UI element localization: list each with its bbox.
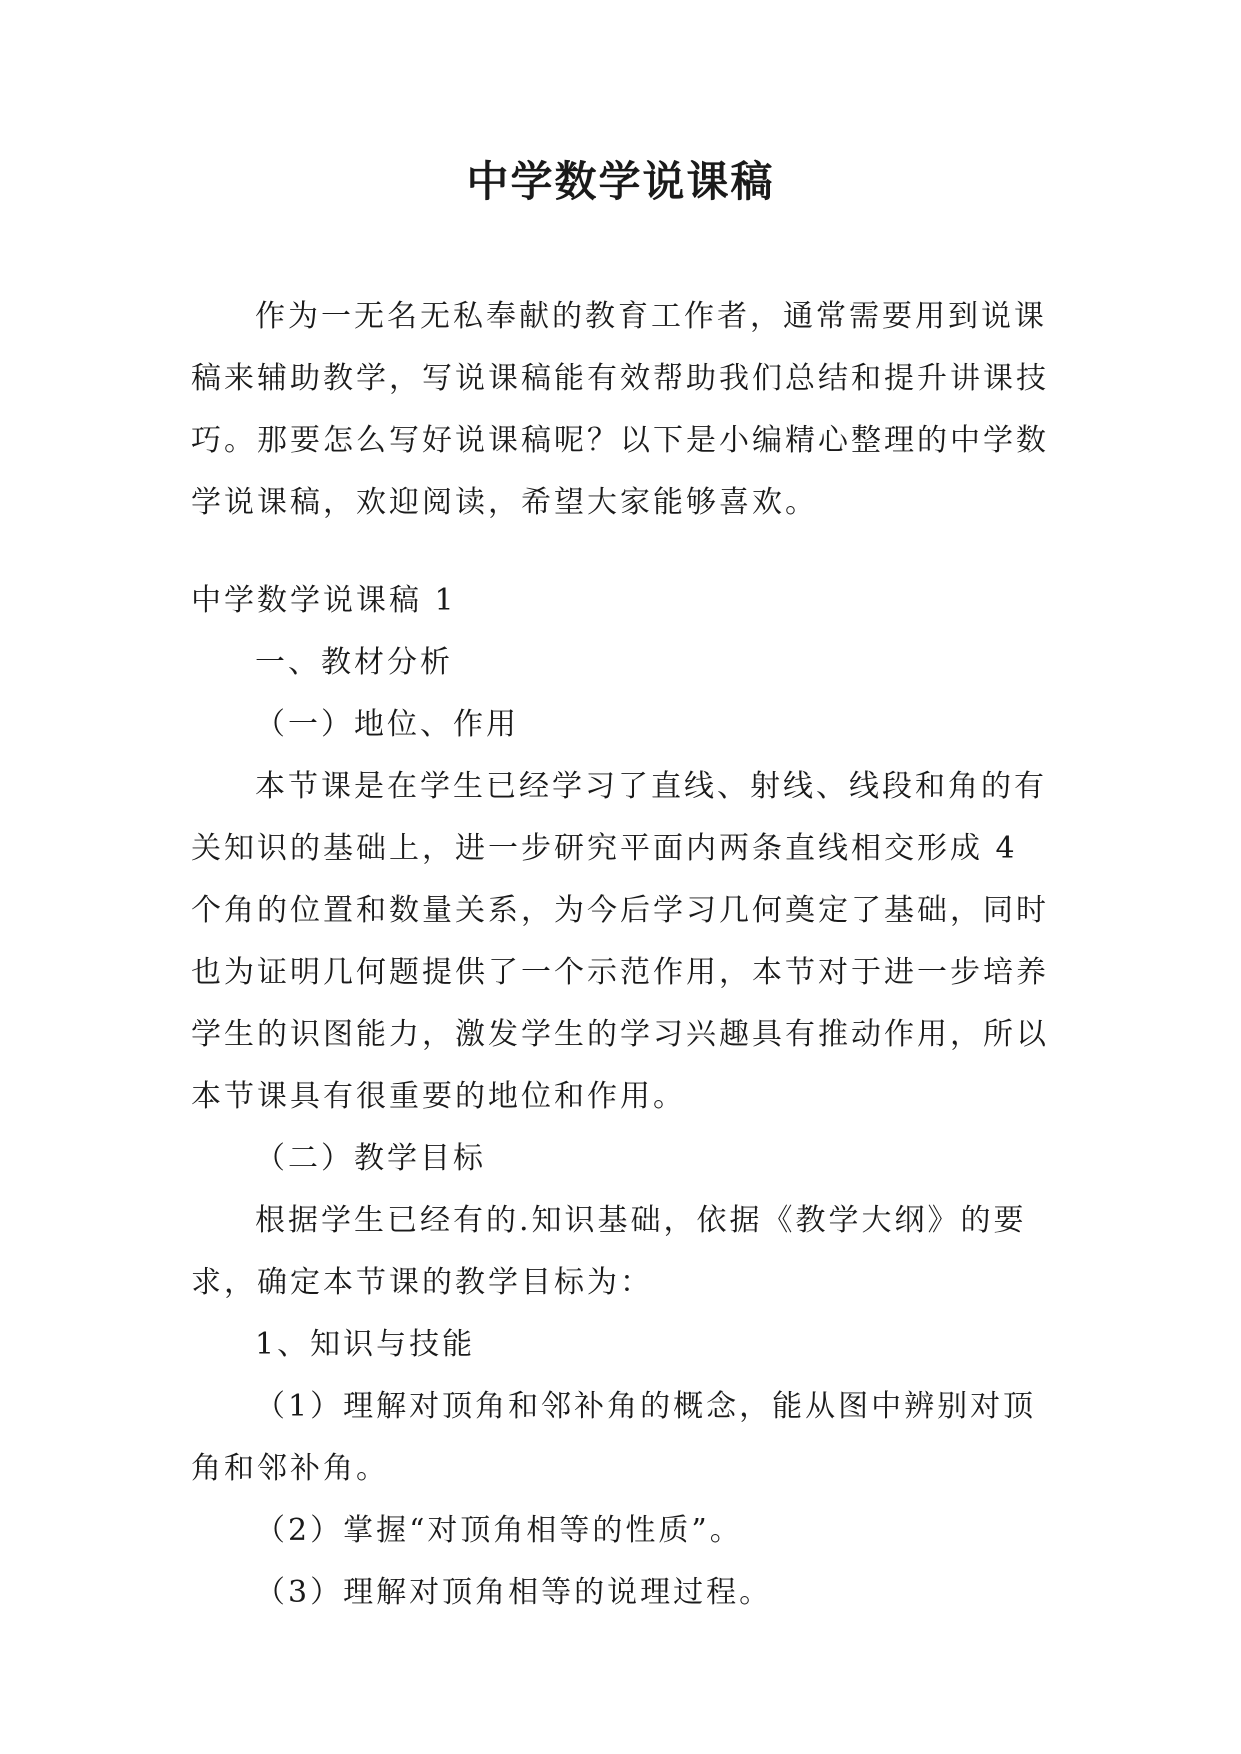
heading-textbook-analysis: 一、教材分析 (255, 645, 453, 680)
heading-position-role: （一）地位、作用 (255, 707, 519, 742)
paragraph-teaching-goals: 根据学生已经有的.知识基础，依据《教学大纲》的要求，确定本节课的教学目标为： (191, 1203, 1027, 1300)
heading-teaching-goals: （二）教学目标 (255, 1141, 486, 1176)
paragraph-position-role: 本节课是在学生已经学习了直线、射线、线段和角的有关知识的基础上，进一步研究平面内两条直线相交形成 4 个角的位置和数量关系，为今后学习几何奠定了基础，同时也为证明几何题提供了一个示范作用，本节对于进一步培养学生的识图能力，激发学生的学习兴趣具有推动作用，所以本节课具有很重要的地位和作用。 (191, 769, 1049, 1114)
section-heading: 中学数学说课稿 1 (191, 583, 457, 618)
intro-paragraph: 作为一无名无私奉献的教育工作者，通常需要用到说课稿来辅助教学，写说课稿能有效帮助我们总结和提升讲课技巧。那要怎么写好说课稿呢？以下是小编精心整理的中学数学说课稿，欢迎阅读，希望大家能够喜欢。 (191, 299, 1049, 520)
list-item-3: （3）理解对顶角相等的说理过程。 (255, 1575, 773, 1610)
document-title: 中学数学说课稿 (466, 157, 775, 206)
list-item-2: （2）掌握“对顶角相等的性质”。 (255, 1513, 743, 1548)
list-item-1: （1）理解对顶角和邻补角的概念，能从图中辨别对顶角和邻补角。 (191, 1389, 1037, 1486)
document-body (191, 286, 1051, 1624)
heading-knowledge-skills: 1、知识与技能 (255, 1327, 476, 1362)
